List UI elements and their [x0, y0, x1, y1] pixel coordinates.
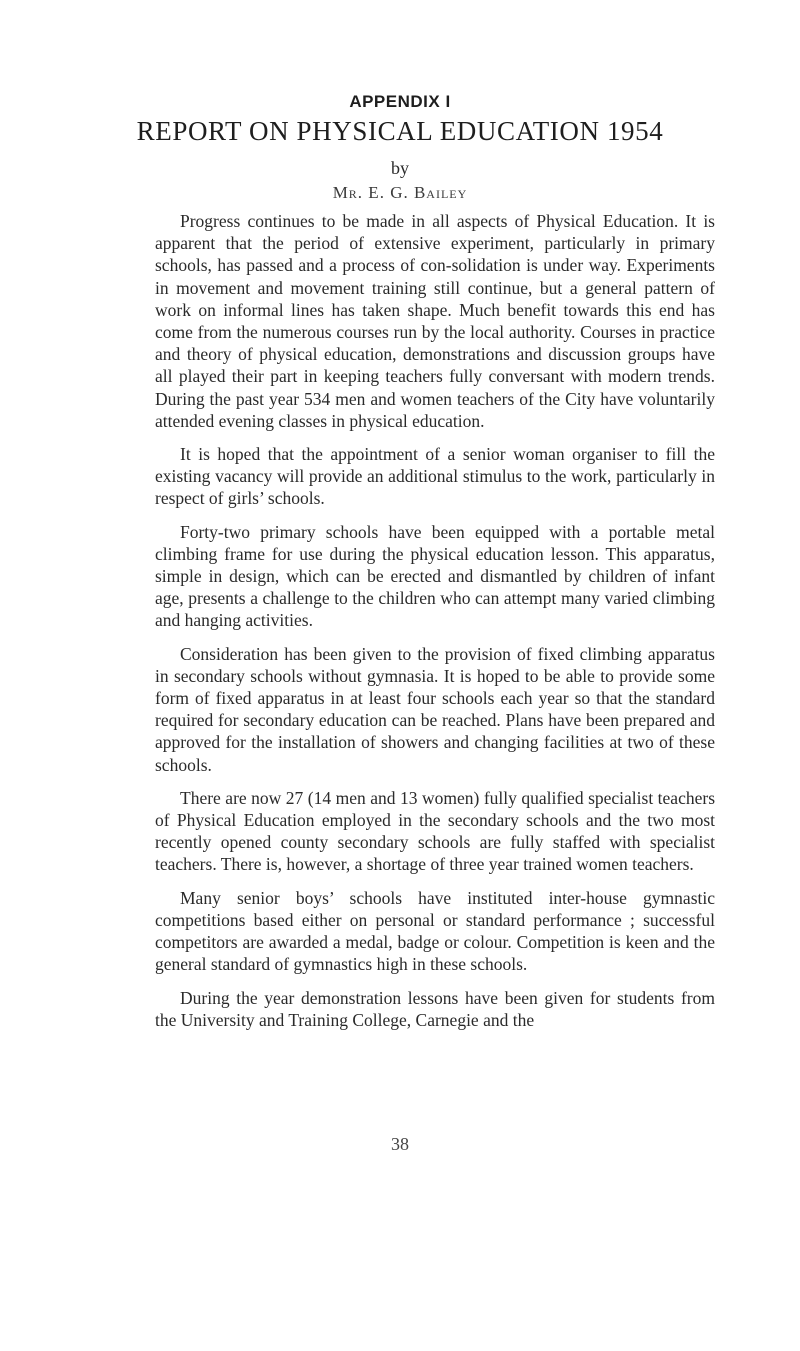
- paragraph: During the year demonstration lessons have been given for students from the University and Training College, Carnegie and the: [155, 987, 715, 1030]
- paragraph: Consideration has been given to the provision of fixed climbing apparatus in secondary schools without gymnasia. It is hoped to be able to provide some form of fixed apparatus in at least four schools each year so that the standard required for secondary education can be reached. Plans have been prepared and approved for the installation of showers and changing facilities at two of these schools.: [155, 643, 715, 775]
- appendix-heading: APPENDIX I: [349, 92, 451, 111]
- paragraph: There are now 27 (14 men and 13 women) fully qualified specialist teachers of Physical Education employed in the secondary schools and the two most recently opened county secondary schools are fully staffed with specialist teachers. There is, however, a shortage of three year trained women teachers.: [155, 787, 715, 875]
- paragraph: Progress continues to be made in all aspects of Physical Education. It is apparent that the period of extensive experiment, particularly in primary schools, has passed and a process of con-solidation is under way. Experiments in movement and movement training still continue, but a general pattern of work on informal lines has taken shape. Much benefit towards this end has come from the numerous courses run by the local authority. Courses in practice and theory of physical education, demonstrations and discussion groups have all played their part in keeping teachers fully conversant with modern trends. During the past year 534 men and women teachers of the City have voluntarily attended evening classes in physical education.: [155, 211, 715, 431]
- byline-by: by: [391, 158, 409, 178]
- report-body: [155, 210, 715, 1042]
- paragraph: It is hoped that the appointment of a senior woman organiser to fill the existing vacancy will provide an additional stimulus to the work, particularly in respect of girls’ schools.: [155, 444, 715, 509]
- author-name: Mr. E. G. Bailey: [332, 183, 468, 202]
- paragraph: Many senior boys’ schools have instituted inter-house gymnastic competitions based either on personal or standard performance ; successful competitors are awarded a medal, badge or colour. Competition is keen and the general standard of gymnastics high in these schools.: [155, 887, 715, 975]
- page-number: 38: [391, 1134, 409, 1154]
- paragraph: Forty-two primary schools have been equipped with a portable metal climbing frame for use during the physical education lesson. This apparatus, simple in design, which can be erected and dismantled by children of infant age, presents a challenge to the children who can attempt many varied climbing and hanging activities.: [155, 521, 715, 631]
- report-title: REPORT ON PHYSICAL EDUCATION 1954: [136, 116, 664, 146]
